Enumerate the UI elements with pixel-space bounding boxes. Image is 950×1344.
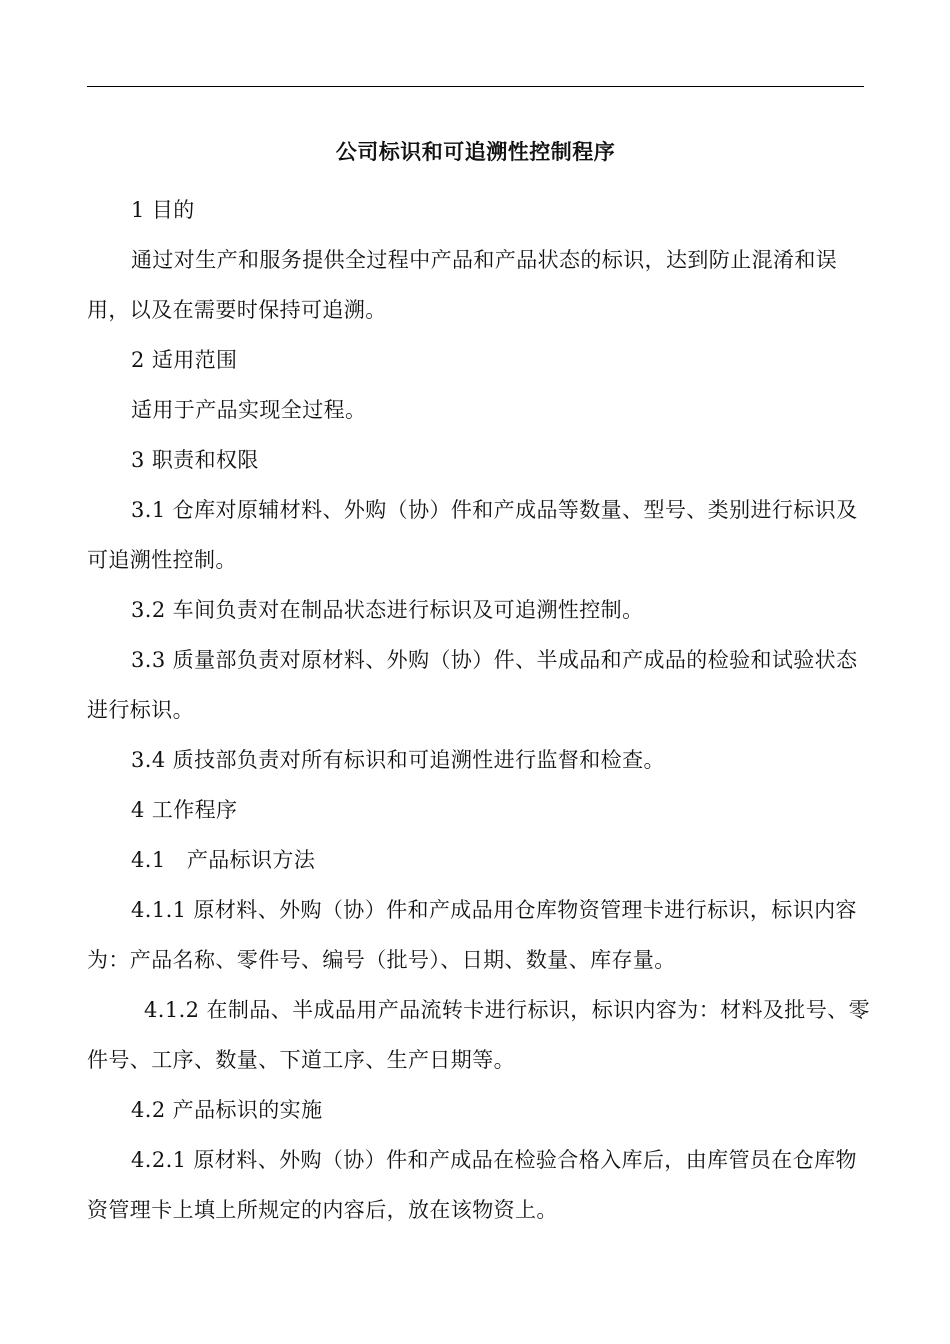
paragraph-3-2: 3.2 车间负责对在制品状态进行标识及可追溯性控制。 bbox=[131, 598, 644, 622]
paragraph-3-4: 3.4 质技部负责对所有标识和可追溯性进行监督和检查。 bbox=[131, 748, 665, 772]
paragraph-3-3: 3.3 质量部负责对原材料、外购（协）件、半成品和产成品的检验和试验状态进行标识。 bbox=[87, 648, 858, 722]
paragraph-scope: 适用于产品实现全过程。 bbox=[131, 398, 367, 422]
subsection-heading-4-2: 4.2 产品标识的实施 bbox=[131, 1098, 323, 1122]
section-heading-purpose: 1 目的 bbox=[131, 198, 195, 222]
subsection-heading-4-1: 4.1 产品标识方法 bbox=[131, 848, 316, 872]
paragraph-4-2-1: 4.2.1 原材料、外购（协）件和产成品在检验合格入库后，由库管员在仓库物资管理卡上填上所规定的内容后，放在该物资上。 bbox=[87, 1148, 857, 1222]
paragraph-purpose: 通过对生产和服务提供全过程中产品和产品状态的标识，达到防止混淆和误用，以及在需要时保持可追溯。 bbox=[87, 248, 838, 322]
paragraph-4-1-2: 4.1.2 在制品、半成品用产品流转卡进行标识，标识内容为：材料及批号、零件号、工序、数量、下道工序、生产日期等。 bbox=[87, 998, 870, 1072]
section-heading-procedure: 4 工作程序 bbox=[131, 798, 238, 822]
paragraph-3-1: 3.1 仓库对原辅材料、外购（协）件和产成品等数量、型号、类别进行标识及可追溯性控制。 bbox=[87, 498, 858, 572]
header-rule bbox=[87, 86, 864, 87]
section-heading-scope: 2 适用范围 bbox=[131, 348, 238, 372]
paragraph-4-1-1: 4.1.1 原材料、外购（协）件和产成品用仓库物资管理卡进行标识，标识内容为：产品名称、零件号、编号（批号）、日期、数量、库存量。 bbox=[87, 898, 857, 972]
document-title: 公司标识和可追溯性控制程序 bbox=[335, 140, 616, 164]
section-heading-responsibilities: 3 职责和权限 bbox=[131, 448, 259, 472]
document-body bbox=[87, 185, 870, 1235]
